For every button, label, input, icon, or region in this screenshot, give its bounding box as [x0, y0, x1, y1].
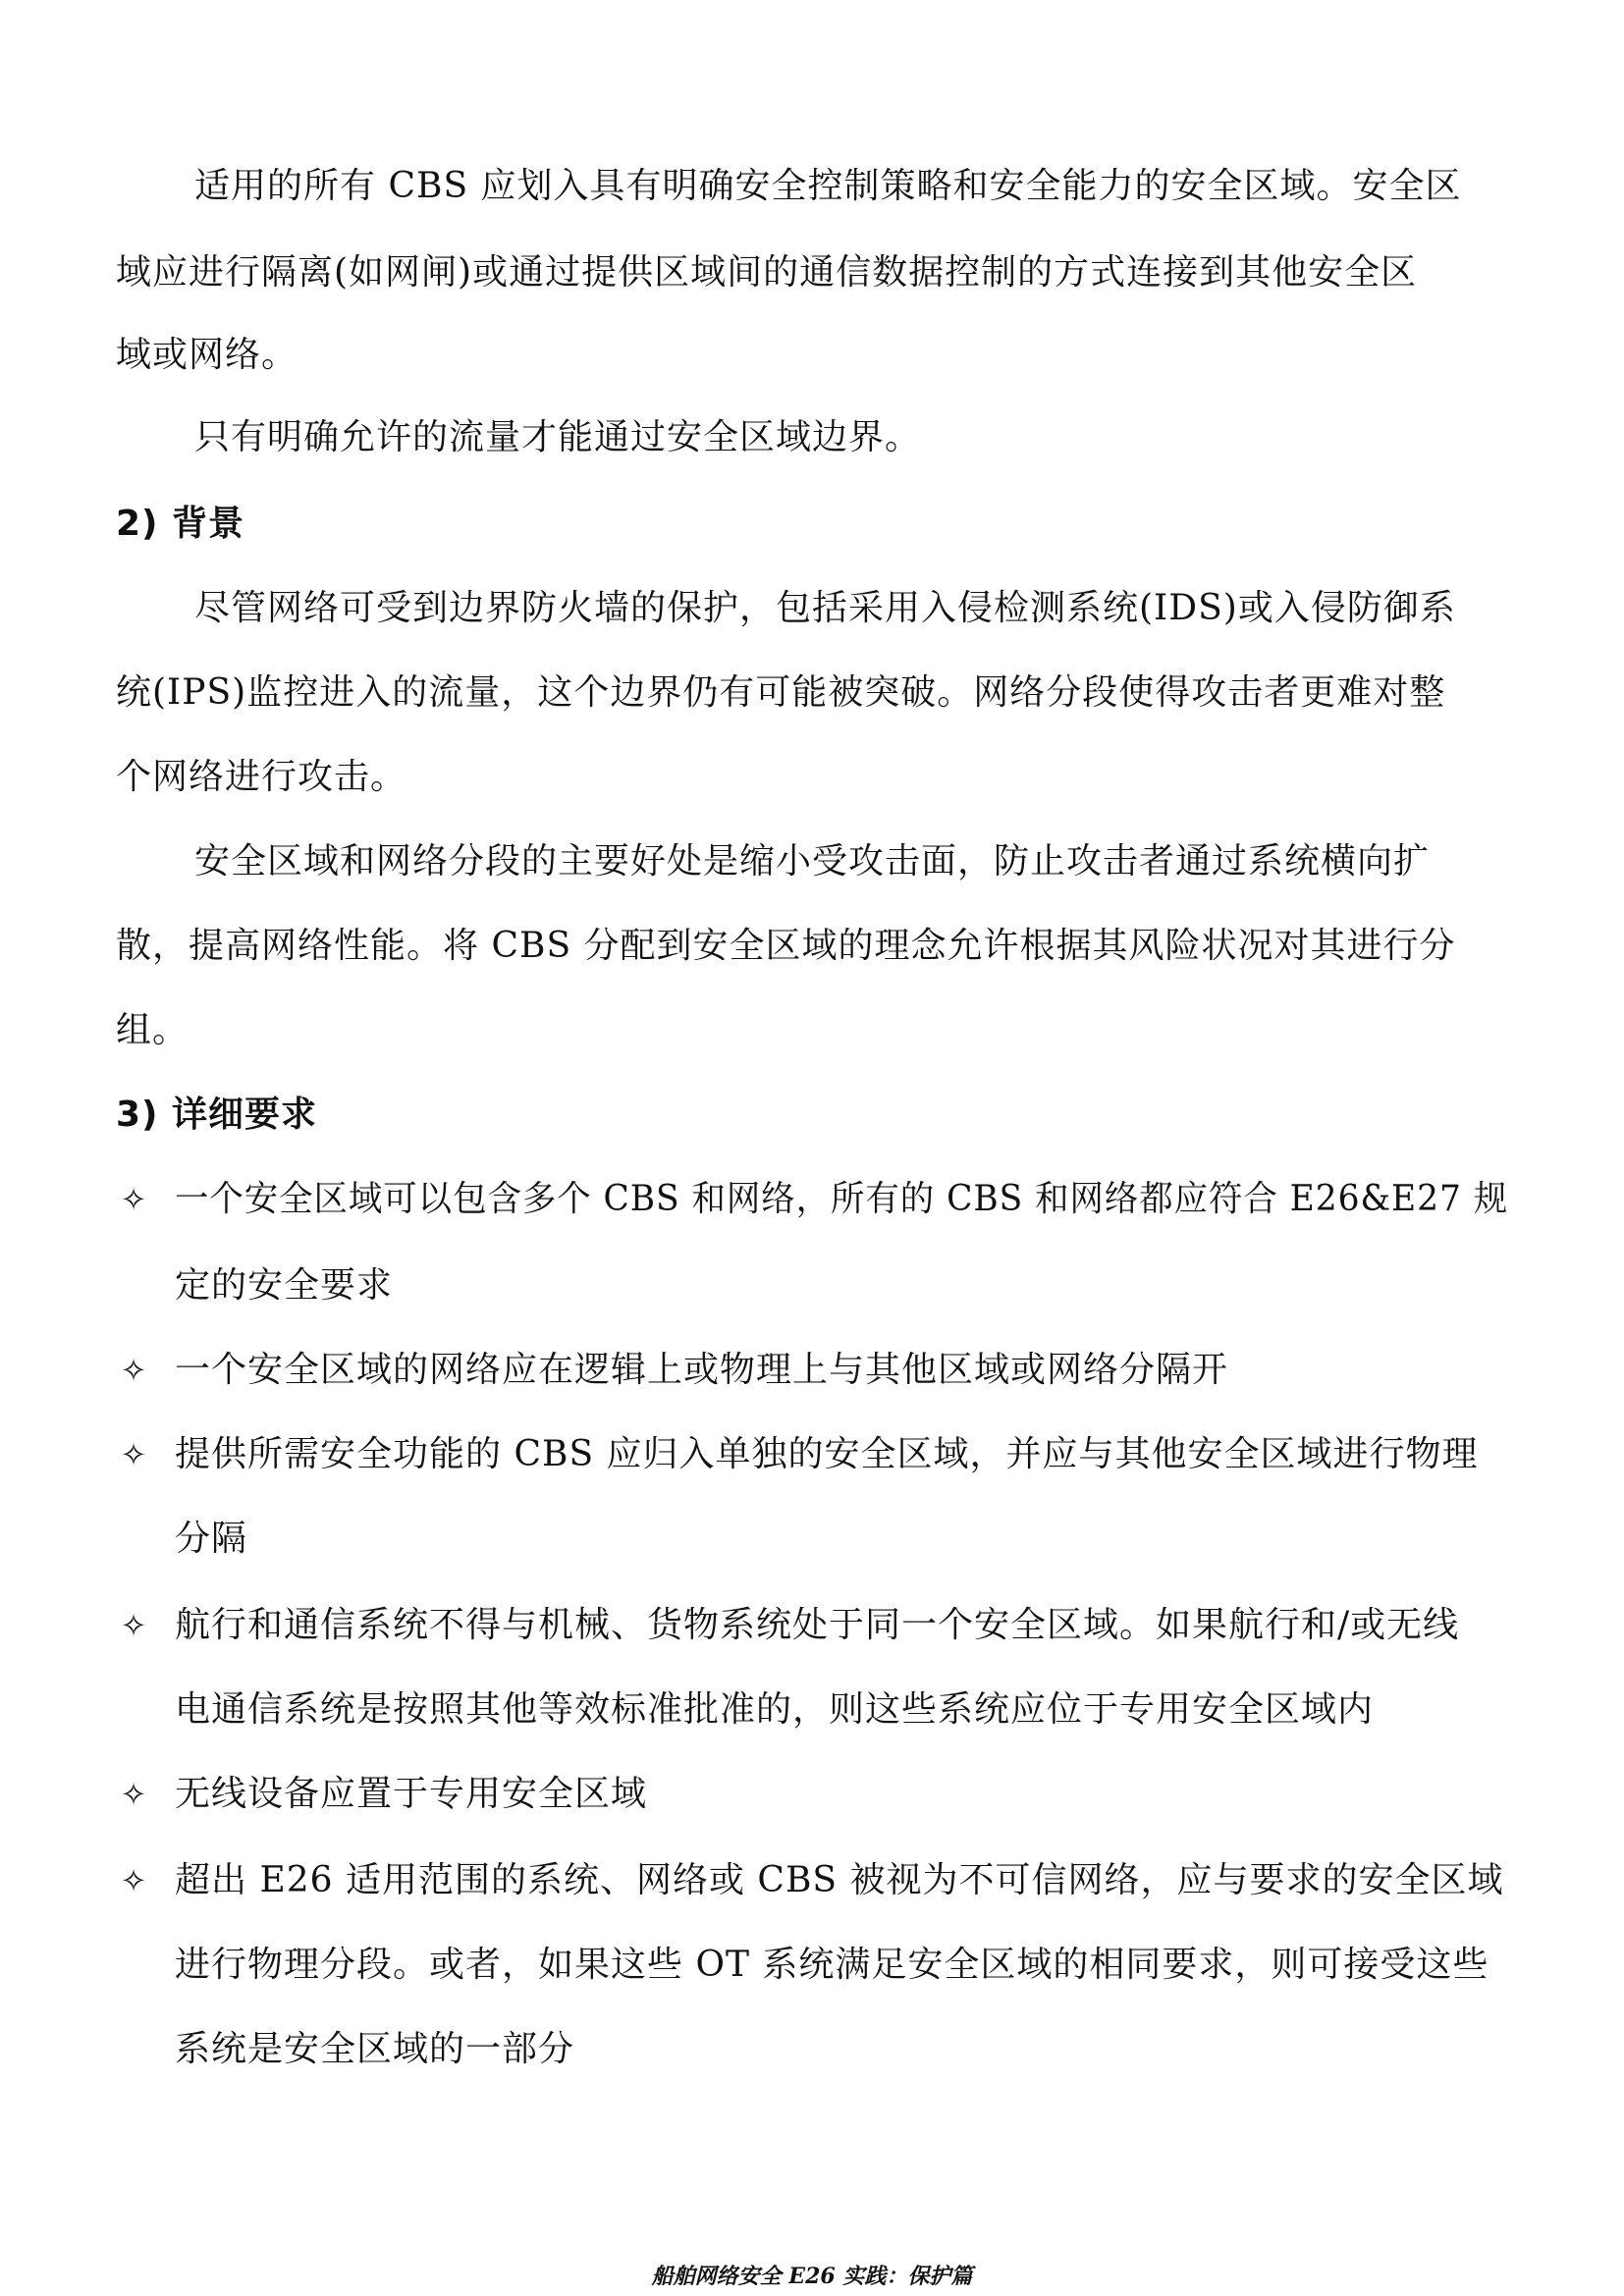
section-heading-requirements: 3) 详细要求	[116, 1095, 318, 1135]
paragraph-4-line-1: 安全区域和网络分段的主要好处是缩小受攻击面，防止攻击者通过系统横向扩	[194, 841, 1431, 881]
bullet-4-line-2: 电通信系统是按照其他等效标准批准的，则这些系统应位于专用安全区域内	[175, 1689, 1375, 1730]
bullet-diamond-icon: ✧	[120, 1776, 147, 1813]
paragraph-3-line-3: 个网络进行攻击。	[116, 757, 407, 797]
bullet-diamond-icon: ✧	[120, 1436, 147, 1473]
bullet-1-line-2: 定的安全要求	[175, 1265, 394, 1306]
bullet-diamond-icon: ✧	[120, 1181, 147, 1218]
bullet-3-line-1: 提供所需安全功能的 CBS 应归入单独的安全区域，并应与其他安全区域进行物理	[175, 1434, 1479, 1474]
paragraph-1-line-1: 适用的所有 CBS 应划入具有明确安全控制策略和安全能力的安全区域。安全区	[194, 166, 1462, 206]
paragraph-3-line-1: 尽管网络可受到边界防火墙的保护，包括采用入侵检测系统(IDS)或入侵防御系	[194, 588, 1456, 628]
bullet-6-line-3: 系统是安全区域的一部分	[175, 2029, 575, 2069]
paragraph-2-line-1: 只有明确允许的流量才能通过安全区域边界。	[194, 417, 922, 457]
bullet-1-line-1: 一个安全区域可以包含多个 CBS 和网络，所有的 CBS 和网络都应符合 E26&E27 规	[175, 1179, 1509, 1219]
paragraph-1-line-3: 域或网络。	[116, 335, 298, 375]
bullet-diamond-icon: ✧	[120, 1862, 147, 1899]
bullet-6-line-2: 进行物理分段。或者，如果这些 OT 系统满足安全区域的相同要求，则可接受这些	[175, 1945, 1489, 1985]
bullet-6-line-1: 超出 E26 适用范围的系统、网络或 CBS 被视为不可信网络，应与要求的安全区域	[175, 1860, 1504, 1900]
section-heading-background: 2) 背景	[116, 504, 245, 544]
bullet-diamond-icon: ✧	[120, 1607, 147, 1644]
bullet-4-line-1: 航行和通信系统不得与机械、货物系统处于同一个安全区域。如果航行和/或无线	[175, 1605, 1460, 1645]
paragraph-3-line-2: 统(IPS)监控进入的流量，这个边界仍有可能被突破。网络分段使得攻击者更难对整	[116, 672, 1446, 713]
bullet-diamond-icon: ✧	[120, 1352, 147, 1389]
bullet-5-line-1: 无线设备应置于专用安全区域	[175, 1774, 648, 1814]
paragraph-1-line-2: 域应进行隔离(如网闸)或通过提供区域间的通信数据控制的方式连接到其他安全区	[116, 252, 1418, 293]
bullet-2-line-1: 一个安全区域的网络应在逻辑上或物理上与其他区域或网络分隔开	[175, 1350, 1229, 1390]
paragraph-4-line-2: 散，提高网络性能。将 CBS 分配到安全区域的理念允许根据其风险状况对其进行分	[116, 926, 1456, 966]
paragraph-4-line-3: 组。	[116, 1010, 189, 1050]
bullet-3-line-2: 分隔	[175, 1519, 248, 1559]
page-footer: 船舶网络安全 E26 实践：保护篇	[651, 2264, 973, 2289]
